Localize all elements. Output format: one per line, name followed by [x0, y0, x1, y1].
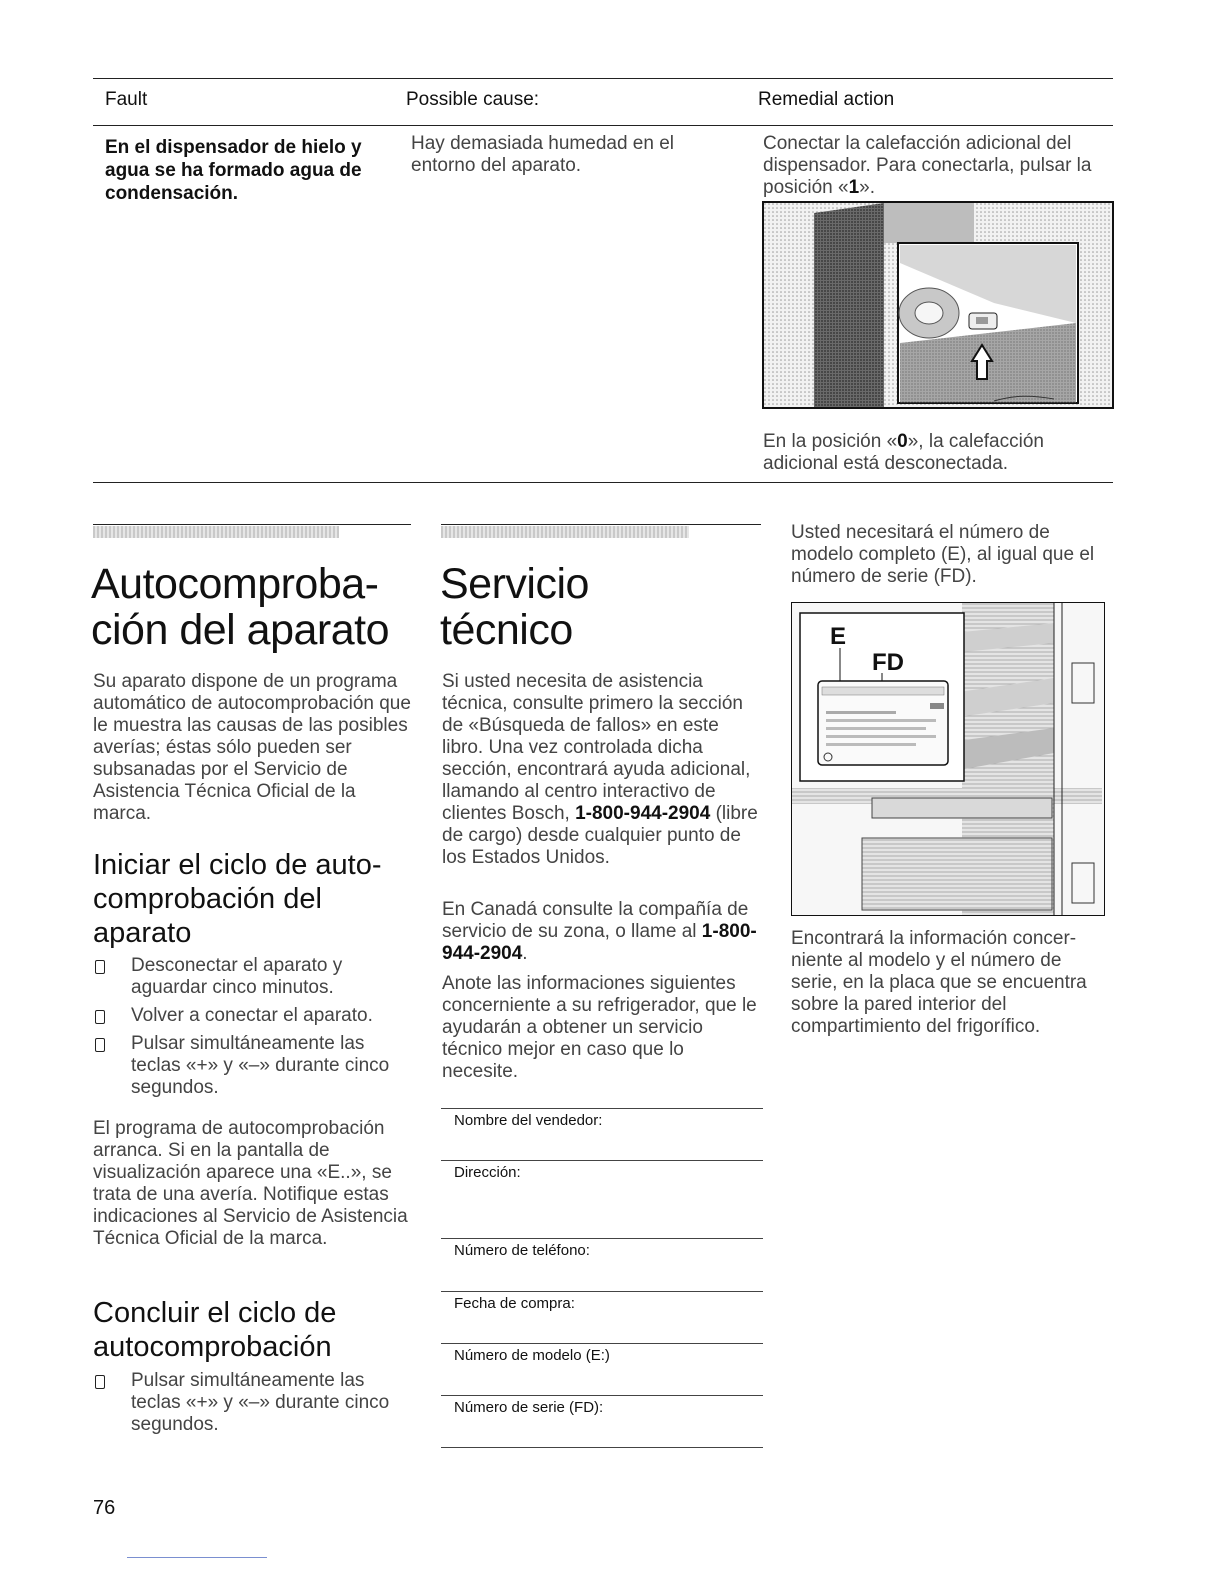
model-serial-intro: Usted necesitará el número de modelo completo (E), al igual que el número de serie (FD).: [791, 522, 1095, 587]
field-rule: [441, 1108, 763, 1109]
field-rule: [441, 1395, 763, 1396]
cause-cell: Hay demasiada humedad en el entorno del aparato.: [411, 133, 675, 176]
table-header-rule: [93, 125, 1113, 126]
field-serial-number: Número de serie (FD):: [454, 1399, 604, 1416]
action-note: En la posición «0», la calefacción adicional está desconectada.: [763, 431, 1044, 474]
page-number: 76: [93, 1497, 116, 1519]
checkbox-bullet-icon: [95, 960, 105, 974]
rating-plate-caption: Encontrará la información concer-niente al modelo y el número de serie, en la placa que se encuentra sobre la pared interior del compartimiento del frigorífico.: [791, 928, 1087, 1037]
service-paragraph-3: Anote las informaciones siguientes concerniente a su refrigerador, que le ayudarán a obtener un servicio técnico mejor en caso que lo necesite.: [442, 973, 757, 1082]
field-rule: [441, 1291, 763, 1292]
checkbox-bullet-icon: [95, 1375, 105, 1389]
start-steps-list: [93, 955, 411, 1105]
field-rule: [441, 1160, 763, 1161]
start-cycle-heading: Iniciar el ciclo de auto-comprobación del aparato: [93, 849, 382, 949]
rating-plate-illustration: [791, 602, 1105, 916]
end-cycle-heading: Concluir el ciclo de autocomprobación: [93, 1297, 337, 1363]
field-purchase-date: Fecha de compra:: [454, 1295, 575, 1312]
serial-label-fd: FD: [872, 649, 904, 676]
dispenser-heater-illustration: [762, 201, 1114, 409]
list-item: Pulsar simultáneamente las teclas «+» y «–» durante cinco segundos.: [93, 1370, 411, 1436]
start-result-text: El programa de autocomprobación arranca. Si en la pantalla de visualización aparece una «E..», se trata de una avería. Notifique estas indicaciones al Servicio de Asistencia Técnica Oficial de la marca.: [93, 1118, 408, 1249]
section-shade-bar: [93, 526, 339, 538]
checkbox-bullet-icon: [95, 1010, 105, 1024]
field-rule: [441, 1447, 763, 1448]
table-bottom-rule: [93, 482, 1113, 483]
footer-rule: [127, 1557, 267, 1558]
list-item: Pulsar simultáneamente las teclas «+» y «–» durante cinco segundos.: [93, 1033, 411, 1099]
header-cause: Possible cause:: [406, 89, 540, 110]
header-action: Remedial action: [758, 89, 895, 110]
section-rule: [93, 524, 411, 525]
section-shade-bar: [441, 526, 689, 538]
service-title: Servicio técnico: [440, 560, 589, 654]
end-steps-list: [93, 1370, 411, 1442]
field-model-number: Número de modelo (E:): [454, 1347, 610, 1364]
list-item: Desconectar el aparato y aguardar cinco minutos.: [93, 955, 411, 999]
service-paragraph-1: Si usted necesita de asistencia técnica, consulte primero la sección de «Búsqueda de fallos» en este libro. Una vez controlada dicha sección, encontrará ayuda adicional, llamando al centro interactivo de clientes Bosch, 1-800-944-2904 (libre de cargo) desde cualquier punto de los Estados Unidos.: [442, 671, 758, 868]
fault-cell: En el dispensador de hielo y agua se ha formado agua de condensación.: [105, 137, 362, 204]
checkbox-bullet-icon: [95, 1038, 105, 1052]
header-fault: Fault: [105, 89, 148, 110]
field-address: Dirección:: [454, 1164, 521, 1181]
action-cell: Conectar la calefacción adicional del dispensador. Para conectarla, pulsar la posición «1».: [763, 133, 1092, 198]
autotest-intro: Su aparato dispone de un programa automático de autocomprobación que le muestra las causas de las posibles averías; éstas sólo pueden ser subsanadas por el Servicio de Asistencia Técnica Oficial de la marca.: [93, 671, 411, 824]
service-phone: 1-800-944-2904: [442, 921, 757, 964]
section-rule: [441, 524, 761, 525]
service-phone: 1-800-944-2904: [575, 803, 711, 824]
table-top-rule: [93, 78, 1113, 79]
field-rule: [441, 1238, 763, 1239]
field-rule: [441, 1343, 763, 1344]
service-paragraph-2: En Canadá consulte la compañía de servicio de su zona, o llame al 1-800-944-2904.: [442, 899, 757, 964]
field-seller-name: Nombre del vendedor:: [454, 1112, 603, 1129]
field-phone-number: Número de teléfono:: [454, 1242, 590, 1259]
model-label-e: E: [830, 623, 847, 650]
list-item: Volver a conectar el aparato.: [93, 1005, 411, 1027]
autotest-title: Autocomproba- ción del aparato: [91, 560, 389, 654]
